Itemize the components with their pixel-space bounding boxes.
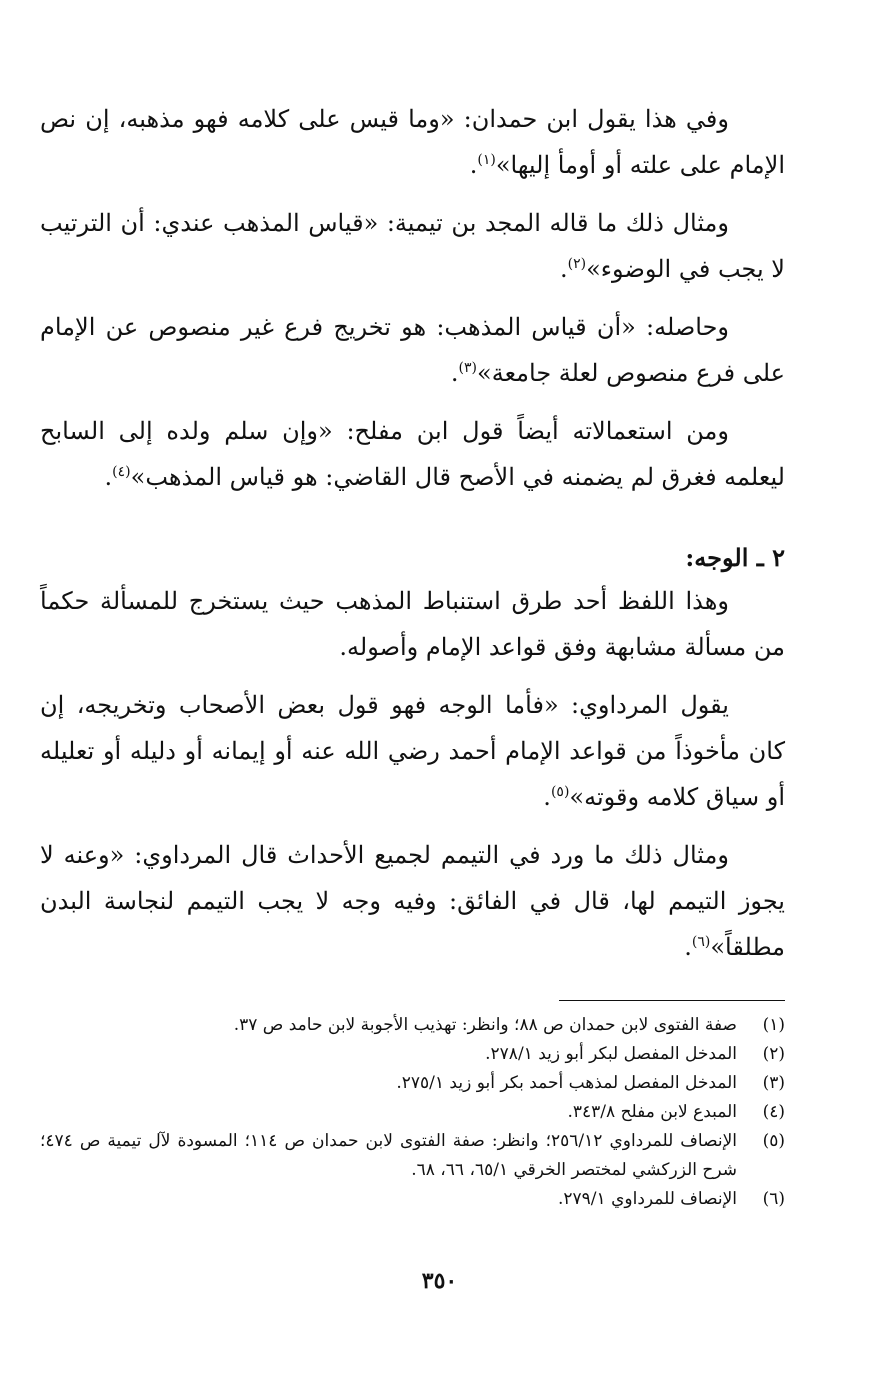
footnote-1 xyxy=(40,1011,785,1040)
footnote-number: (٣) xyxy=(762,1073,785,1093)
paragraph-6: يقول المرداوي: «فأما الوجه فهو قول بعض الأصحاب وتخريجه، إن كان مأخوذاً من قواعد الإمام أحمد رضي الله عنه أو إيمانه أو دليله أو تعليله أو سياق كلامه وقوته»$^{(٥)}$. xyxy=(40,691,785,811)
footnote-ref-5[interactable]: (٥) xyxy=(550,784,570,800)
paragraph-1: وفي هذا يقول ابن حمدان: «وما قيس على كلامه فهو مذهبه، إن نص الإمام على علته أو أومأ إليها»$^{(١)}$. xyxy=(40,105,785,179)
footnote-5 xyxy=(40,1127,785,1185)
footnote-number: (٥) xyxy=(762,1131,785,1151)
footnote-text: المدخل المفصل لمذهب أحمد بكر أبو زيد ٢٧٥/١. xyxy=(396,1073,737,1093)
footnote-3 xyxy=(40,1069,785,1098)
footnote-text: الإنصاف للمرداوي ٢٧٩/١. xyxy=(558,1189,737,1209)
paragraph-5: وهذا اللفظ أحد طرق استنباط المذهب حيث يستخرج للمسألة حكماً من مسألة مشابهة وفق قواعد الإمام وأصوله. xyxy=(40,587,785,661)
footnote-text: صفة الفتوى لابن حمدان ص ٨٨؛ وانظر: تهذيب الأجوبة لابن حامد ص ٣٧. xyxy=(233,1015,737,1035)
footnote-2 xyxy=(40,1040,785,1069)
paragraph-4: ومن استعمالاته أيضاً قول ابن مفلح: «وإن سلم ولده إلى السابح ليعلمه فغرق لم يضمنه في الأصح قال القاضي: هو قياس المذهب»$^{(٤)}$. xyxy=(40,417,785,491)
footnote-text: المبدع لابن مفلح ٣٤٣/٨. xyxy=(567,1102,737,1122)
footnote-6 xyxy=(40,1185,785,1214)
footnote-ref-3[interactable]: (٣) xyxy=(458,360,478,376)
footnote-ref-4[interactable]: (٤) xyxy=(112,464,131,480)
footnote-number: (٢) xyxy=(762,1044,785,1064)
footnote-number: (٦) xyxy=(762,1189,785,1209)
footnote-ref-6[interactable]: (٦) xyxy=(691,934,711,950)
page-number: ٣٥٠ xyxy=(421,1268,458,1294)
footnote-4 xyxy=(40,1098,785,1127)
footnote-text: المدخل المفصل لبكر أبو زيد ٢٧٨/١. xyxy=(485,1044,737,1064)
paragraph-7: ومثال ذلك ما ورد في التيمم لجميع الأحداث قال المرداوي: «وعنه لا يجوز التيمم لها، قال في الفائق: وفيه وجه لا يجب التيمم لنجاسة البدن مطلقاً»$^{(٦)}$. xyxy=(40,841,785,961)
section-heading: ٢ ـ الوجه: xyxy=(685,543,785,572)
footnotes xyxy=(40,1011,785,1214)
paragraph-2: ومثال ذلك ما قاله المجد بن تيمية: «قياس المذهب عندي: أن الترتيب لا يجب في الوضوء»$^{(٢)}$. xyxy=(40,209,785,283)
paragraph-3: وحاصله: «أن قياس المذهب: هو تخريج فرع غير منصوص عن الإمام على فرع منصوص لعلة جامعة»$^{(٣)}$. xyxy=(40,313,785,387)
footnote-ref-2[interactable]: (٢) xyxy=(567,256,587,272)
footnote-text: الإنصاف للمرداوي ٢٥٦/١٢؛ وانظر: صفة الفتوى لابن حمدان ص ١١٤؛ المسودة لآل تيمية ص ٤٧٤؛ شرح الزركشي لمختصر الخرقي ٦٥/١، ٦٦، ٦٨. xyxy=(40,1131,737,1180)
footnote-divider xyxy=(559,1000,785,1001)
footnote-number: (١) xyxy=(762,1015,785,1035)
footnote-ref-1[interactable]: (١) xyxy=(477,152,496,168)
footnote-number: (٤) xyxy=(762,1102,785,1122)
